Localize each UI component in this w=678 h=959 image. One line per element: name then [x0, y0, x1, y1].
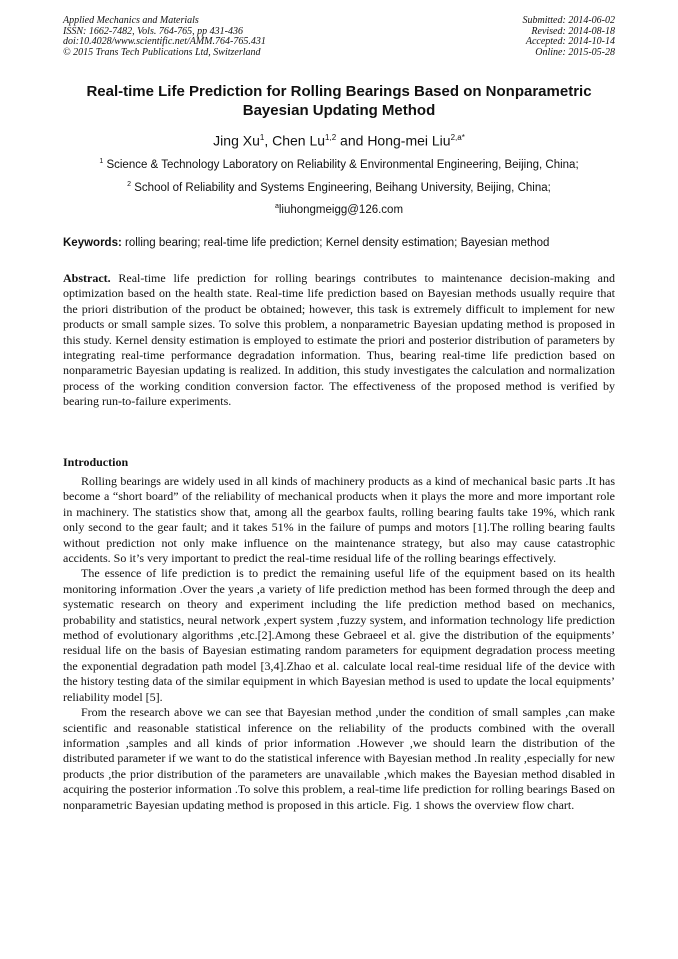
author-3-affil: 2,a*	[450, 133, 465, 142]
author-2-affil: 1,2	[325, 133, 337, 142]
accepted-date: Accepted: 2014-10-14	[525, 36, 615, 47]
affiliation-2	[40, 178, 638, 195]
submitted-date: Submitted: 2014-06-02	[522, 15, 615, 26]
title-line-1: Real-time Life Prediction for Rolling Bearings Based on Nonparametric	[86, 83, 592, 100]
introduction-body	[63, 474, 615, 813]
email-text[interactable]: liuhongmeigg@126.com	[278, 203, 404, 216]
intro-paragraph-2: The essence of life prediction is to predict the remaining useful life of the equipment based on its health monitoring information .Over the years ,a variety of life prediction method has been formed through the deep and systematic research on theory and experiment including the life prediction method based on mechanics, probability and statistics, neural network ,expert system ,fuzzy system, and information technology life prediction method of evolutionary algorithms ,etc.[2].Among these Gebraeel et al. give the distribution of the equipments’ residual life on the basis of Bayesian estimating random parameters for equipment degradation process meeting the exponential degradation path model [3,4].Zhao et al. calculate local real-time residual life of the device with the history testing data of the similar equipment in which Bayesian method is used to update the local equipments’ reliability model [5].	[63, 566, 615, 704]
journal-name: Applied Mechanics and Materials	[63, 15, 199, 26]
journal-header	[63, 16, 615, 58]
abstract-label: Abstract.	[63, 271, 111, 285]
online-date: Online: 2015-05-28	[535, 46, 615, 58]
affiliation-2-text: School of Reliability and Systems Engineering, Beihang University, Beijing, China;	[131, 181, 551, 194]
author-1-affil: 1	[259, 133, 265, 142]
affiliation-2-mark: 2	[127, 181, 132, 188]
keywords-label: Keywords:	[63, 237, 122, 249]
title-line-2: Bayesian Updating Method	[242, 102, 436, 119]
doi-line: doi:10.4028/www.scientific.net/AMM.764-765.431	[63, 36, 266, 47]
email-mark: a	[274, 203, 279, 210]
author-1: Jing Xu	[213, 132, 260, 149]
affiliation-1-text: Science & Technology Laboratory on Reliability & Environmental Engineering, Beijing, China;	[103, 158, 579, 171]
journal-info	[63, 16, 266, 58]
author-list	[40, 129, 638, 150]
author-3: Hong-mei Liu	[367, 132, 451, 149]
author-separator: ,	[264, 132, 273, 149]
author-2: Chen Lu	[272, 132, 326, 149]
affiliation-1	[40, 155, 638, 172]
intro-paragraph-1: Rolling bearings are widely used in all kinds of machinery products as a kind of mechanical basic parts .It has become a “short board” of the reliability of mechanical products when it plays the more and more important role in machinery. The statistics show that, among all the gearbox faults, rolling bearing faults take 19%, which rank only second to the gear fault; and it takes 51% in the failure of pumps and motors [1].The rolling bearing faults without prediction not only make influence on the maintenance strategy, but also may cause catastrophic accidents. So it’s very important to predict the real-time residual life of the rolling bearings effectively.	[63, 474, 615, 566]
publication-dates	[523, 16, 616, 58]
author-separator: and	[336, 132, 368, 149]
keywords-text: rolling bearing; real-time life prediction; Kernel density estimation; Bayesian method	[121, 237, 550, 249]
corresponding-email	[40, 200, 638, 217]
intro-paragraph-3: From the research above we can see that Bayesian method ,under the condition of small samples ,can make scientific and reasonable statistical inference on the reliability of the products combined with the overall information ,samples and all kinds of prior information .However ,we should learn the distribution of the distributed parameter if we want to do the statistical inference with Bayesian method .In reality ,especially for new products ,the prior distribution of the parameters are unavailable ,which makes the Bayesian method disabled in acquiring the posterior information .To solve this problem, a real-time life prediction for rolling bearings Based on nonparametric Bayesian updating method is proposed in this article. Fig. 1 shows the overview flow chart.	[63, 705, 615, 812]
keywords	[63, 236, 615, 250]
affiliation-1-mark: 1	[99, 158, 104, 165]
section-heading-introduction: Introduction	[63, 455, 129, 469]
abstract	[63, 271, 615, 410]
revised-date: Revised: 2014-08-18	[531, 25, 615, 37]
paper-title	[40, 82, 638, 120]
abstract-text: Real-time life prediction for rolling bearings contributes to maintenance decision-making and optimization based on the health state. Real-time life prediction based on Bayesian methods usually require that the priori distribution of the product be obtained; however, this task is extremely difficult to implement for new products or small sample sizes. To solve this problem, a nonparametric Bayesian updating method is proposed in this study. Kernel density estimation is employed to estimate the priori and posterior distribution of parameters by integrating real-time performance degradation information. Thus, bearing real-time life prediction based on nonparametric Bayesian updating is realized. In addition, this study investigates the calculation and normalization process of the working condition conversion factor. The effectiveness of the proposed method is verified by bearing run-to-failure experiments.	[63, 271, 615, 409]
issn-line: ISSN: 1662-7482, Vols. 764-765, pp 431-436	[63, 25, 243, 37]
copyright-line: © 2015 Trans Tech Publications Ltd, Switzerland	[63, 46, 261, 58]
